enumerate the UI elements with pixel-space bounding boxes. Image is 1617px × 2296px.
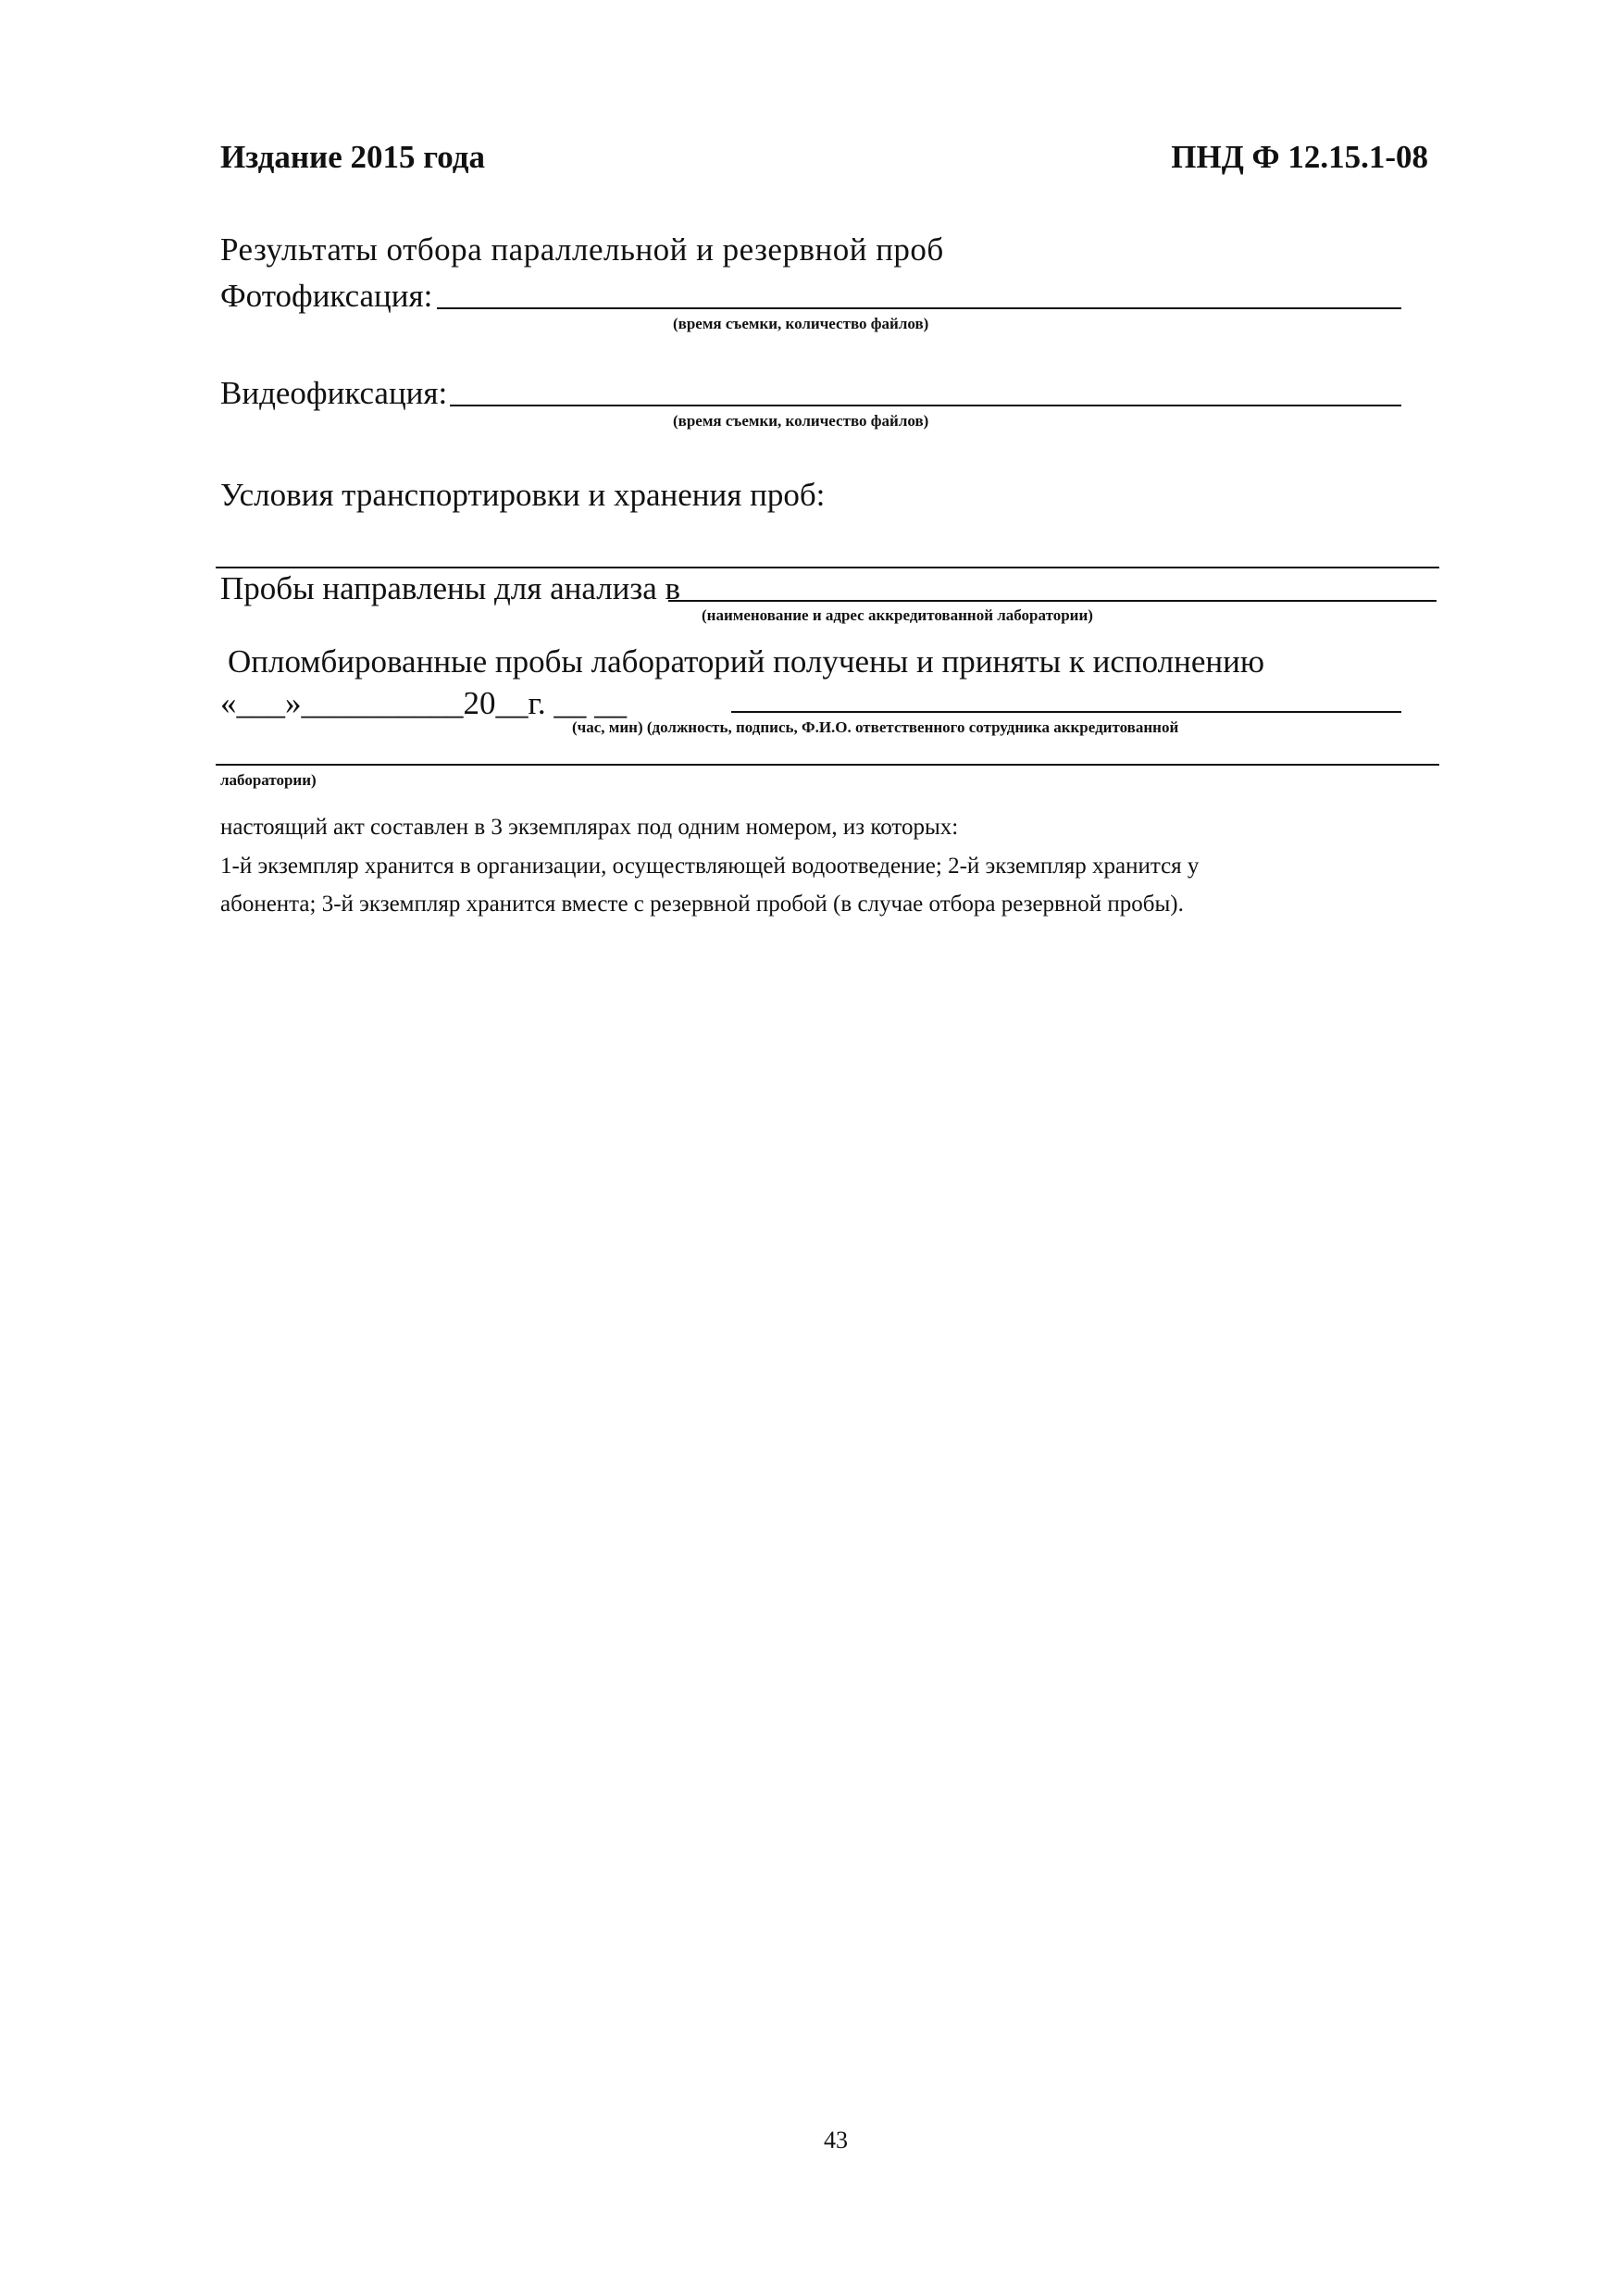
edition-label: Издание 2015 года — [220, 139, 485, 175]
page-number: 43 — [824, 2127, 848, 2153]
transport-input-line[interactable] — [216, 567, 1439, 568]
date-fields[interactable]: «___»__________20__г. __ __ — [220, 685, 628, 721]
document-code: ПНД Ф 12.15.1-08 — [1171, 139, 1428, 175]
signature-continuation-line — [216, 764, 1439, 766]
section-title: Результаты отбора параллельной и резервной проб — [220, 231, 944, 268]
photo-label: Фотофиксация: — [220, 278, 433, 314]
laboratory-caption: (наименование и адрес аккредитованной лаборатории) — [702, 606, 1093, 624]
samples-sent-label: Пробы направлены для анализа в — [220, 570, 681, 606]
photo-input-line[interactable] — [437, 307, 1401, 309]
signature-input-line[interactable] — [731, 711, 1401, 713]
laboratory-input-line[interactable] — [668, 600, 1437, 602]
video-label: Видеофиксация: — [220, 375, 448, 411]
signature-caption-end: лаборатории) — [220, 771, 317, 789]
photo-caption: (время съемки, количество файлов) — [673, 315, 929, 332]
sealed-samples-text: Опломбированные пробы лабораторий получены и приняты к исполнению — [228, 643, 1264, 680]
video-input-line[interactable] — [450, 405, 1401, 406]
video-caption: (время съемки, количество файлов) — [673, 412, 929, 430]
signature-caption: (час, мин) (должность, подпись, Ф.И.О. ответственного сотрудника аккредитованной — [572, 718, 1179, 736]
copies-note: настоящий акт составлен в 3 экземплярах под одним номером, из которых: — [220, 815, 959, 840]
transport-label: Условия транспортировки и хранения проб: — [220, 477, 826, 513]
copies-detail-1: 1-й экземпляр хранится в организации, осуществляющей водоотведение; 2-й экземпляр хранится у — [220, 854, 1200, 879]
copies-detail-2: абонента; 3-й экземпляр хранится вместе с резервной пробой (в случае отбора резервной пробы). — [220, 892, 1184, 917]
